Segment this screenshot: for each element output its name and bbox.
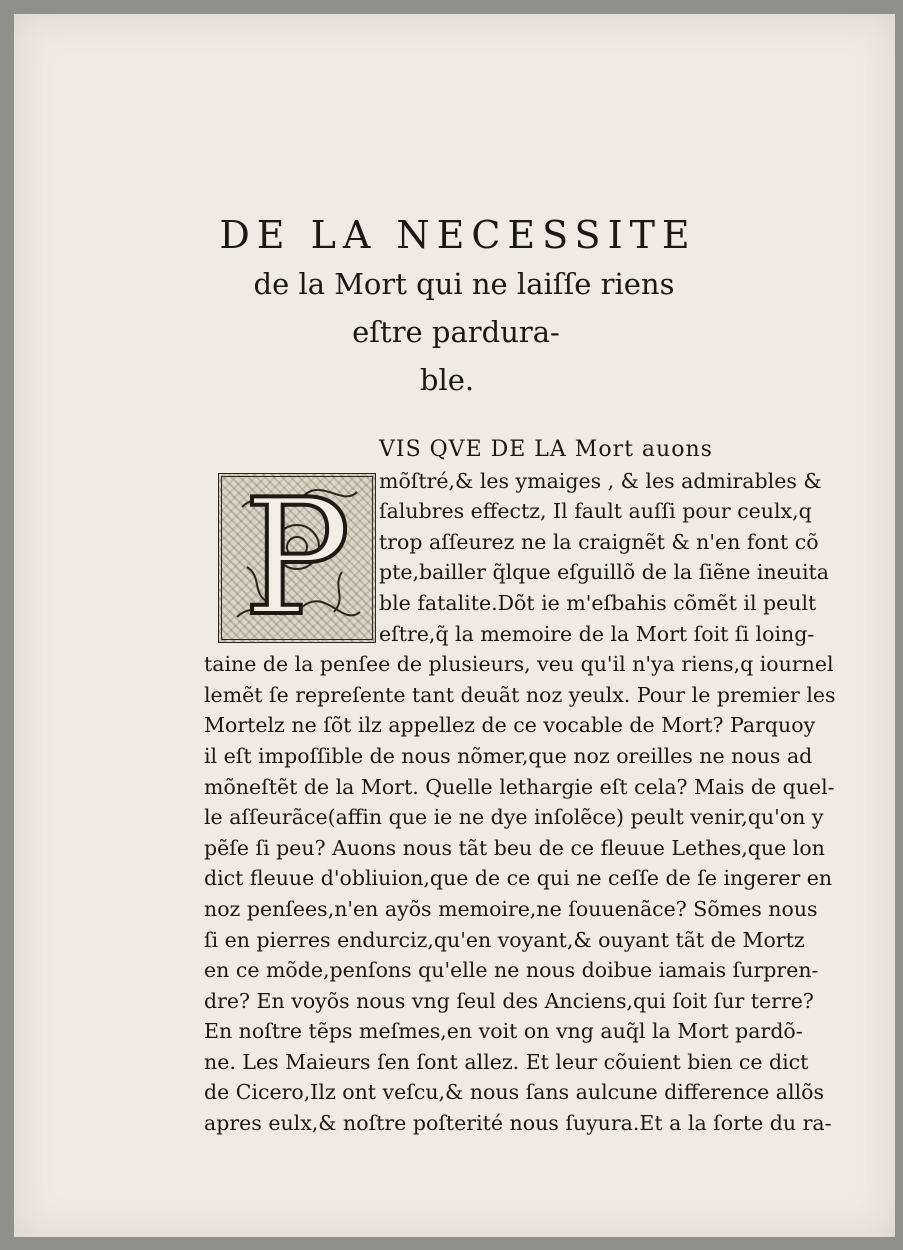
text-line: dict fleuue d'obliuion,que de ce qui ne ceſſe de ſe ingerer en xyxy=(204,866,833,891)
body-text xyxy=(204,435,864,1139)
chapter-title xyxy=(14,210,874,404)
text-line: pẽſe ſi peu? Auons nous tãt beu de ce fleuue Lethes,que lon xyxy=(204,835,825,860)
book-page xyxy=(14,14,895,1237)
text-line: de Cicero,Ilz ont veſcu,& nous ſans aulcune difference allõs xyxy=(204,1080,825,1105)
text-line: ne. Les Maieurs ſen ſont allez. Et leur cõuient bien ce dict xyxy=(204,1049,809,1074)
text-line: taine de la penſee de plusieurs, veu qu'il n'ya riens,q iournel xyxy=(204,652,834,677)
decorated-initial xyxy=(218,464,376,651)
text-line: mõneſtẽt de la Mort. Quelle lethargie eſt cela? Mais de quel- xyxy=(204,774,835,799)
text-line: ſalubres effectz, Il fault auſſi pour ceulx,q xyxy=(379,499,812,524)
text-line: trop aſſeurez ne la craignẽt & n'en font cõ xyxy=(379,529,819,554)
text-line: lemẽt ſe repreſente tant deuãt noz yeulx. Pour le premier les xyxy=(204,682,836,707)
text-line: apres eulx,& noſtre poſterité nous ſuyura.Et a la ſorte du ra- xyxy=(204,1111,832,1136)
text-line: VIS QVE DE LA Mort auons xyxy=(379,437,713,462)
text-line: Mortelz ne ſõt ilz appellez de ce vocable de Mort? Parquoy xyxy=(204,713,816,738)
text-line: mõſtré,& les ymaiges , & les admirables & xyxy=(379,468,822,493)
text-line: eſtre,q̃ la memoire de la Mort ſoit ſi loing- xyxy=(379,621,815,646)
initial-letter: P xyxy=(243,464,351,651)
title-line-1: DE LA NECESSITE xyxy=(219,213,697,257)
text-line: dre? En voyõs nous vng ſeul des Anciens,qui ſoit ſur terre? xyxy=(204,988,814,1013)
text-line: il eſt impoſſible de nous nõmer,que noz oreilles ne nous ad xyxy=(204,743,813,768)
text-line: En noſtre tẽps meſmes,en voit on vng auq̃l la Mort pardõ- xyxy=(204,1019,803,1044)
text-line: en ce mõde,penſons qu'elle ne nous doibue iamais ſurpren- xyxy=(204,958,819,983)
text-line: pte,bailler q̃lque eſguillõ de la ſiẽne ineuita xyxy=(379,560,829,585)
text-line: ſi en pierres endurciz,qu'en voyant,& ouyant tãt de Mortz xyxy=(204,927,805,952)
title-line-3: eſtre pardura- xyxy=(352,315,560,349)
text-line: le aſſeurãce(affin que ie ne dye inſolẽce) peult venir,qu'on y xyxy=(204,805,824,830)
title-line-4: ble. xyxy=(419,363,475,397)
text-line: ble fatalite.Dõt ie m'eſbahis cõmẽt il peult xyxy=(379,590,817,615)
title-line-2: de la Mort qui ne laiſſe riens xyxy=(253,267,675,301)
text-line: noz penſees,n'en ayõs memoire,ne ſouuenãce? Sõmes nous xyxy=(204,896,818,921)
